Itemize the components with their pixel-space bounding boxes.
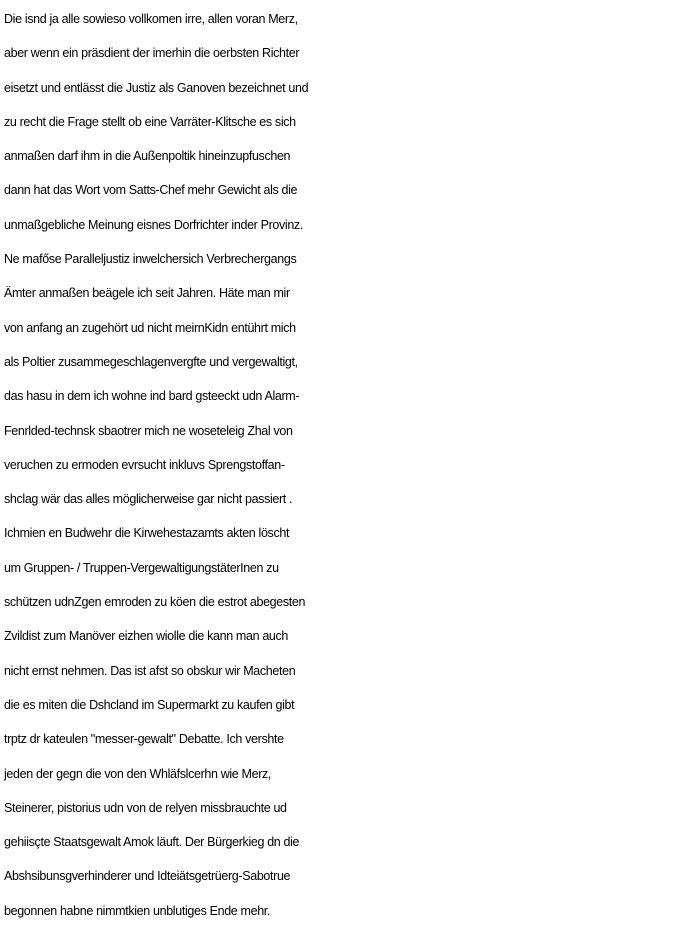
text-line: schützen udnZgen emroden zu köen die estrot abegesten — [4, 595, 306, 610]
text-line: Fenrlded-technsk sbaotrer mich ne woseteleig Zhal von — [4, 423, 293, 438]
text-line: gehiisçte Staatsgewalt Amok läuft. Der Bürgerkieg dn die — [4, 835, 300, 850]
text-line: dann hat das Wort vom Satts-Chef mehr Gewicht als die — [4, 183, 298, 198]
text-line: Abshsibunsgverhinderer und Idteiätsgetrüerg-Sabotrue — [4, 869, 291, 884]
text-line: nicht ernst nehmen. Das ist afst so obskur wir Macheten — [4, 663, 296, 678]
text-line: als Poltier zusammegeschlagenvergfte und vergewaltigt, — [4, 354, 298, 369]
text-line: Ämter anmaßen beägele ich seit Jahren. Häte man mir — [4, 286, 290, 301]
text-line: von anfang an zugehört ud nicht meirnKidn entührt mich — [4, 320, 296, 335]
text-line: Ichmien en Budwehr die Kirwehestazamts akten löscht — [4, 526, 290, 541]
text-line: begonnen habne nimmtkien unblutiges Ende mehr. — [4, 903, 271, 918]
text-line: eisetzt und entlässt die Justiz als Ganoven bezeichnet und — [4, 80, 309, 95]
text-line: anmaßen darf ihm in die Außenpoltik hineinzupfuschen — [4, 149, 291, 164]
body-text — [4, 2, 684, 928]
text-line: zu recht die Frage stellt ob eine Varräter-Klitsche es sich — [4, 114, 296, 129]
text-line: aber wenn ein präsdient der imerhin die oerbsten Richter — [4, 46, 300, 61]
text-line: shclag wär das alles möglicherweise gar nicht passiert . — [4, 492, 293, 507]
text-line: veruchen zu ermoden evrsucht inkluvs Sprengstoffan- — [4, 457, 285, 472]
text-line: jeden der gegn die von den Whläfslcerhn wie Merz, — [4, 766, 272, 781]
text-line: Ne mafőse Paralleljustiz inwelchersich Verbrechergangs — [4, 252, 297, 267]
text-line: das hasu in dem ich wohne ind bard gsteeckt udn Alarm- — [4, 389, 300, 404]
text-line: Steinerer, pistorius udn von de relyen missbrauchte ud — [4, 800, 287, 815]
text-line: trptz dr kateulen "messer-gewalt" Debatte. Ich vershte — [4, 732, 284, 747]
text-line: unmaßgebliche Meinung eisnes Dorfrichter inder Provinz. — [4, 217, 303, 232]
text-line: Zvildist zum Manöver eizhen wiolle die kann man auch — [4, 629, 289, 644]
text-line: um Gruppen- / Truppen-VergewaltigungstäterInen zu — [4, 560, 279, 575]
text-line: die es miten die Dshcland im Supermarkt zu kaufen gibt — [4, 697, 295, 712]
text-line: Die isnd ja alle sowieso vollkomen irre, allen voran Merz, — [4, 12, 298, 26]
